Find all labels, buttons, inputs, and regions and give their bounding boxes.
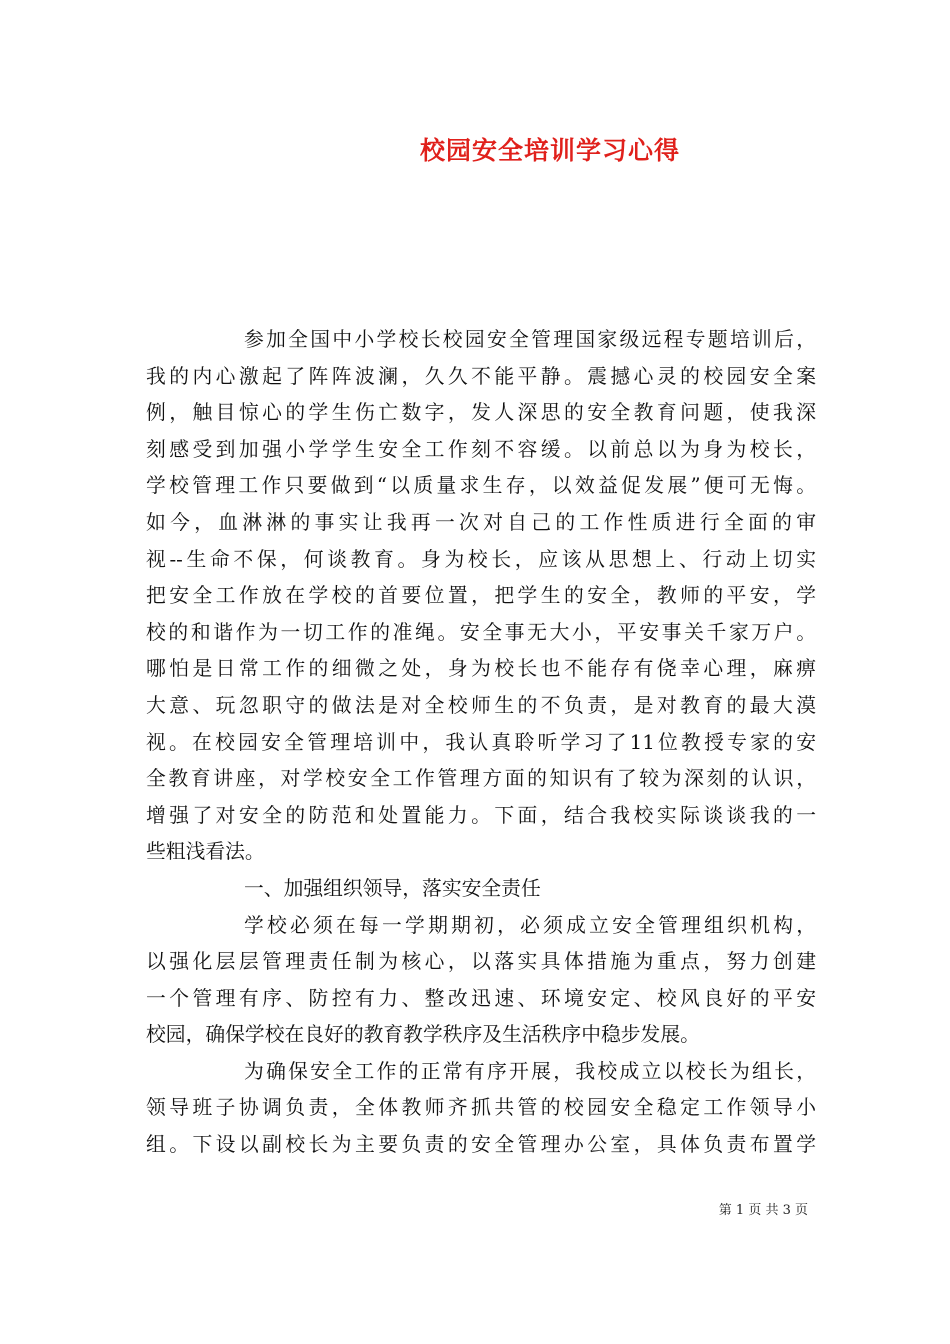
paragraph-line: 大意、玩忽职守的做法是对全校师生的不负责，是对教育的最大漠 (146, 693, 816, 717)
paragraph-line: 视--生命不保，何谈教育。身为校长，应该从思想上、行动上切实 (146, 547, 816, 571)
paragraph-line: 领导班子协调负责，全体教师齐抓共管的校园安全稳定工作领导小 (146, 1096, 816, 1120)
paragraph-line: 学校必须在每一学期期初，必须成立安全管理组织机构， (244, 913, 816, 937)
paragraph-line: 我的内心激起了阵阵波澜，久久不能平静。震撼心灵的校园安全案 (146, 364, 816, 388)
paragraph-line: 哪怕是日常工作的细微之处，身为校长也不能存有侥幸心理，麻痹 (146, 657, 816, 681)
paragraph-line: 校的和谐作为一切工作的准绳。安全事无大小，平安事关千家万户。 (146, 620, 816, 644)
paragraph-line: 校园，确保学校在良好的教育教学秩序及生活秩序中稳步发展。 (146, 1023, 700, 1047)
paragraph-line: 学校管理工作只要做到“以质量求生存，以效益促发展”便可无悔。 (146, 474, 816, 498)
paragraph-line: 一个管理有序、防控有力、整改迅速、环境安定、校风良好的平安 (146, 986, 816, 1010)
document-body (146, 322, 816, 1164)
paragraph-line: 为确保安全工作的正常有序开展，我校成立以校长为组长， (244, 1059, 816, 1083)
paragraph-line: 增强了对安全的防范和处置能力。下面，结合我校实际谈谈我的一 (146, 803, 816, 827)
paragraph-line: 全教育讲座，对学校安全工作管理方面的知识有了较为深刻的认识， (146, 767, 816, 791)
page-number-footer: 第 1 页 共 3 页 (718, 1203, 808, 1218)
paragraph-line: 如今，血淋淋的事实让我再一次对自己的工作性质进行全面的审 (146, 510, 816, 534)
paragraph-line: 把安全工作放在学校的首要位置，把学生的安全，教师的平安，学 (146, 584, 816, 608)
paragraph-line: 视。在校园安全管理培训中，我认真聆听学习了11位教授专家的安 (146, 730, 816, 754)
document-title: 校园安全培训学习心得 (419, 136, 680, 165)
section-heading: 一、加强组织领导，落实安全责任 (244, 876, 541, 900)
paragraph-line: 例，触目惊心的学生伤亡数字，发人深思的安全教育问题，使我深 (146, 401, 816, 425)
paragraph-line: 以强化层层管理责任制为核心，以落实具体措施为重点，努力创建 (146, 950, 816, 974)
paragraph-line: 刻感受到加强小学学生安全工作刻不容缓。以前总以为身为校长， (146, 437, 816, 461)
paragraph-line: 参加全国中小学校长校园安全管理国家级远程专题培训后， (244, 328, 816, 351)
paragraph-line: 些粗浅看法。 (146, 840, 265, 864)
paragraph-line: 组。下设以副校长为主要负责的安全管理办公室，具体负责布置学 (146, 1133, 816, 1157)
